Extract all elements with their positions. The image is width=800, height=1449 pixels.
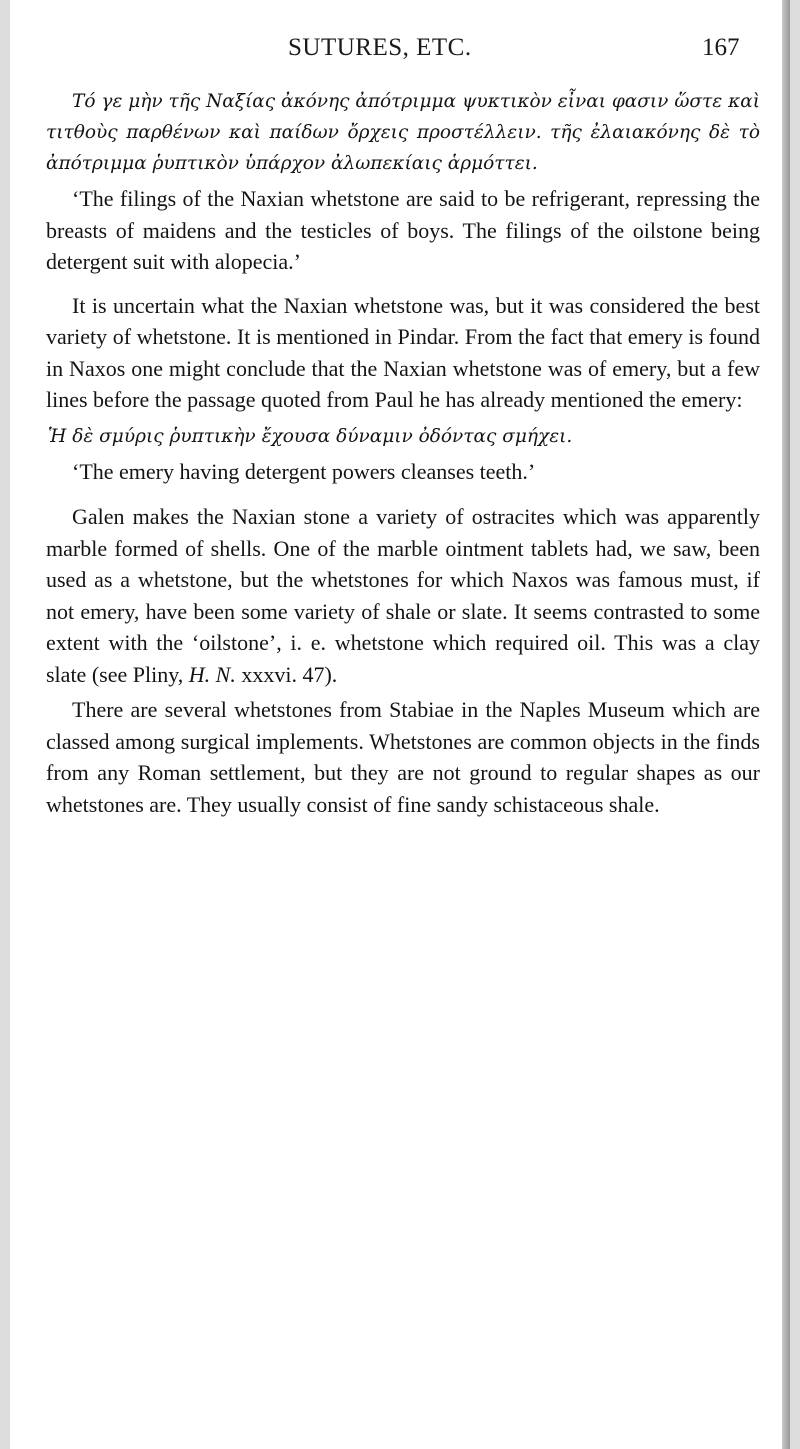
paragraph-stabiae-whetstones: There are several whetstones from Stabiae in the Naples Museum which are classed among surgical implements. Whetstones are common objects in the finds from any Roman settlement, but they are not ground to regular shapes as our whetstones are. They usually consist of fine sandy schistaceous shale. bbox=[46, 697, 760, 817]
greek-quotation-emery: Ἡ δὲ σμύρις ῥυπτικὴν ἔχουσα δύναμιν ὀδόντας σμήχει. bbox=[48, 425, 573, 447]
translation-emery: ‘The emery having detergent powers cleanses teeth.’ bbox=[72, 458, 536, 484]
running-title: SUTURES, ETC. bbox=[288, 34, 472, 61]
greek-quotation-naxian: Τό γε μὴν τῆς Ναξίας ἀκόνης ἀπότριμμα ψυκτικὸν εἶναι φασιν ὥστε καὶ τιτθοὺς παρθένων καὶ παίδων ὄρχεις προστέλλειν. τῆς ἐλαιακόνης δὲ τὸ ἀπότριμμα ῥυπτικὸν ὑπάρχον ἀλωπεκίαις ἁρμόττει. bbox=[46, 91, 760, 174]
paragraph-galen-text: Galen makes the Naxian stone a variety of ostracites which was apparently marble formed of shells. One of the marble ointment tablets had, we saw, been used as a whetstone, but the whetstones for which Naxos was famous must, if not emery, have been some variety of shale or slate. It seems contrasted to some extent with the ‘oilstone’, i. e. whetstone which required oil. This was a clay slate (see Pliny, bbox=[46, 504, 760, 687]
paragraph-galen-end: xxxvi. 47). bbox=[235, 661, 338, 687]
body-text bbox=[46, 86, 760, 820]
book-page bbox=[10, 0, 790, 1449]
paragraph-naxian-whetstone: It is uncertain what the Naxian whetstone was, but it was considered the best variety of whetstone. It is mentioned in Pindar. From the fact that emery is found in Naxos one might conclude that the Naxian whetstone was of emery, but a few lines before the passage quoted from Paul he has already mentioned the emery: bbox=[46, 292, 760, 412]
citation-italic: H. N. bbox=[188, 661, 236, 687]
running-head bbox=[10, 34, 780, 74]
page-spine-shadow bbox=[782, 0, 790, 1449]
page-number: 167 bbox=[702, 34, 740, 61]
translation-naxian: ‘The filings of the Naxian whetstone are said to be refrigerant, repressing the breasts of maidens and the testicles of boys. The filings of the oilstone being detergent suit with alopecia.’ bbox=[46, 186, 760, 274]
paragraph-galen-ostracites bbox=[46, 501, 760, 690]
